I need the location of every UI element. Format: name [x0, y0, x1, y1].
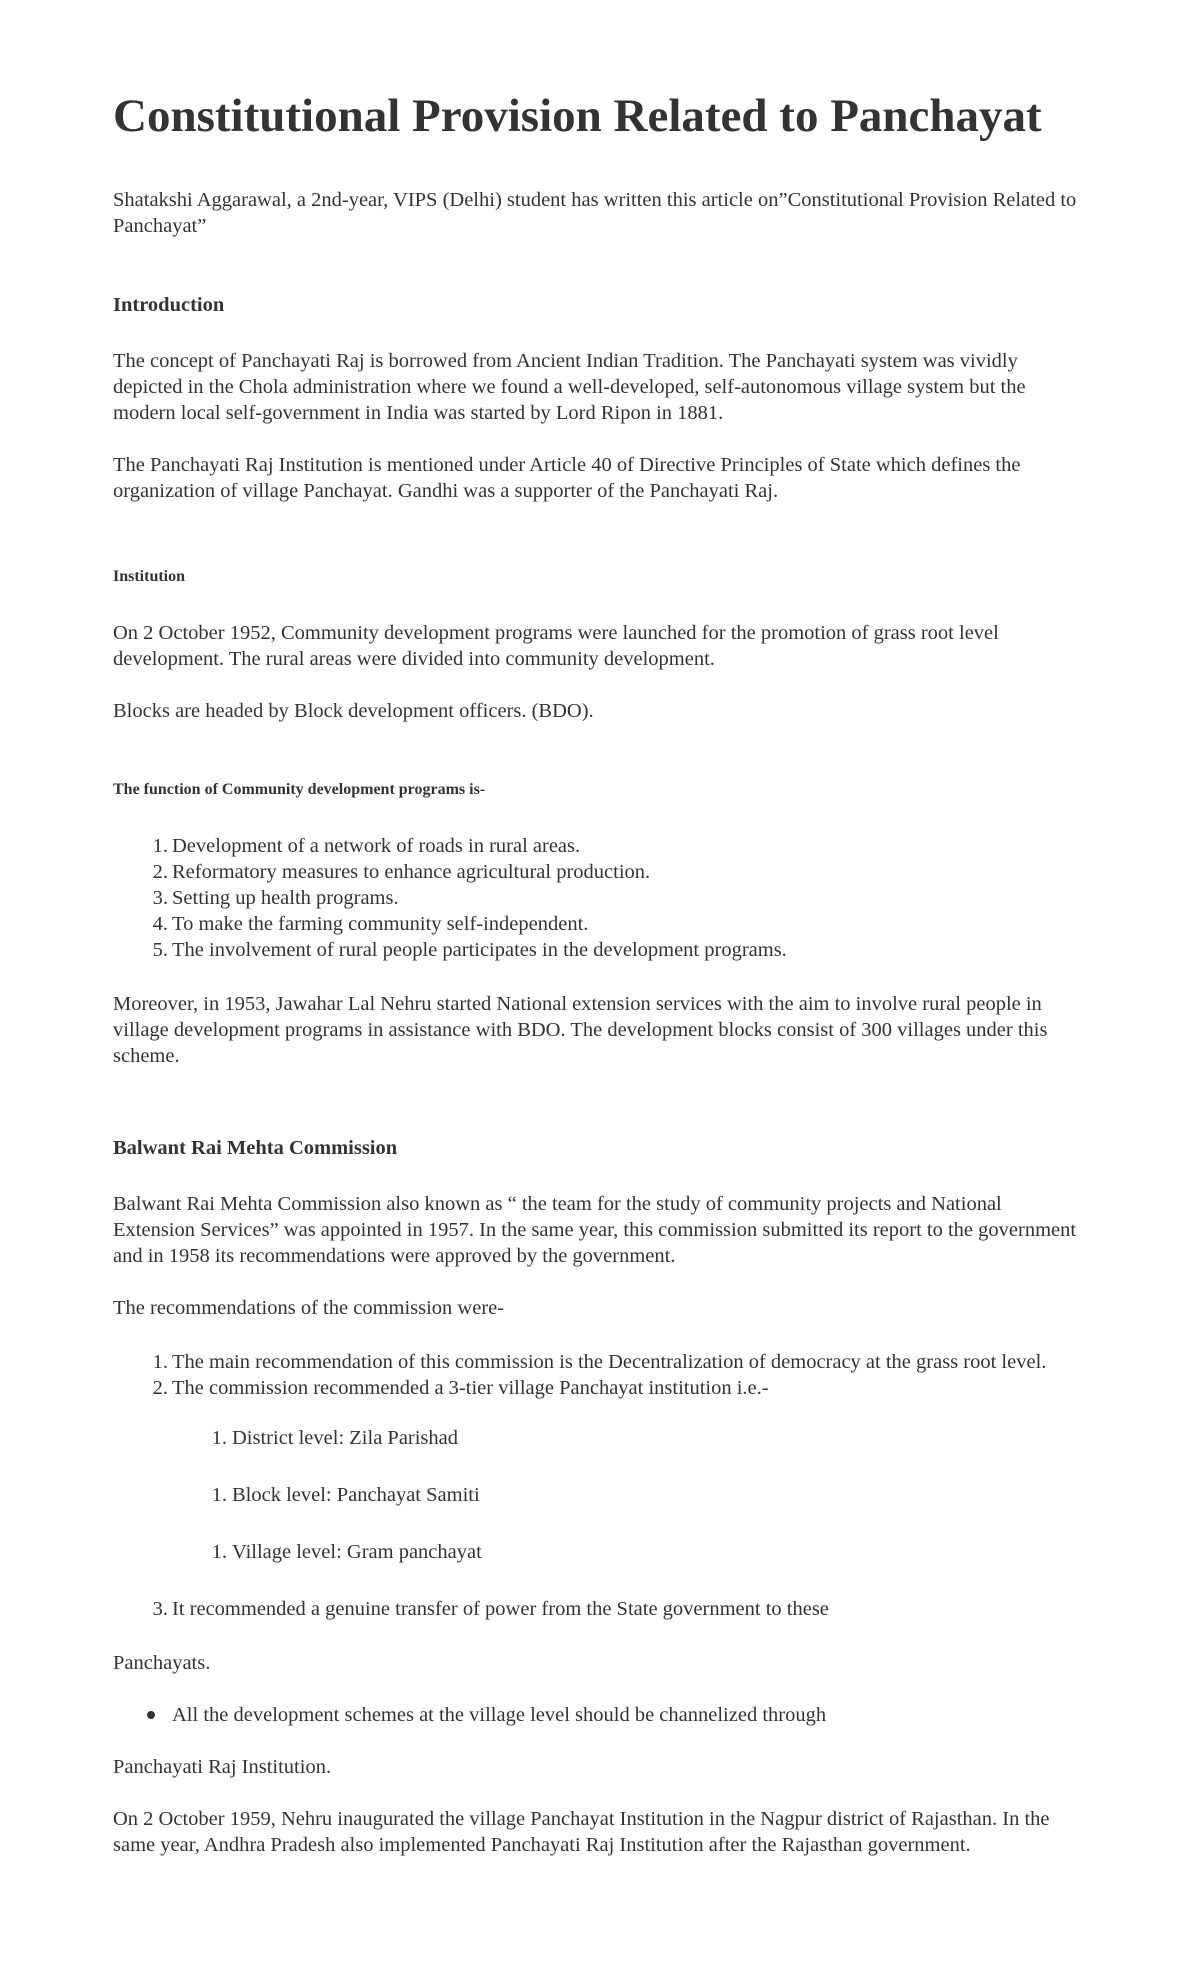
recommendations-intro: The recommendations of the commission were- [113, 1297, 505, 1319]
list-item [113, 1539, 1088, 1565]
list-item-number: 3. [152, 1598, 168, 1620]
panchayats-text: Panchayats. [113, 1652, 211, 1674]
bullet-list [113, 1702, 1088, 1728]
list-item-number: 2. [152, 861, 168, 883]
list-item [113, 1596, 1088, 1622]
list-item-number: 5. [152, 939, 168, 961]
list-item-text: The main recommendation of this commission is the Decentralization of democracy at the grass root level. [172, 1351, 1047, 1373]
bullet-icon [147, 1711, 155, 1719]
list-item-text: The involvement of rural people participates in the development programs. [172, 939, 787, 961]
list-item-number: 1. [152, 1351, 168, 1373]
list-item-number: 1. [211, 1427, 227, 1449]
tier-list [113, 1425, 1088, 1565]
list-item-number: 4. [152, 913, 168, 935]
final-paragraph: On 2 October 1959, Nehru inaugurated the village Panchayat Institution in the Nagpur district of Rajasthan. In the same year, Andhra Pradesh also implemented Panchayati Raj Institution after the Rajasthan government. [113, 1808, 1050, 1856]
list-item-text: Reformatory measures to enhance agricultural production. [172, 861, 651, 883]
list-item-text: Village level: Gram panchayat [232, 1541, 482, 1563]
list-item [113, 1425, 1088, 1451]
introduction-paragraph-2: The Panchayati Raj Institution is mentioned under Article 40 of Directive Principles of State which defines the organization of village Panchayat. Gandhi was a supporter of the Panchayati Raj. [113, 454, 1021, 502]
institution-heading: Institution [113, 568, 186, 585]
list-item-text: Development of a network of roads in rural areas. [172, 835, 581, 857]
list-item [113, 1349, 1088, 1375]
introduction-paragraph-1: The concept of Panchayati Raj is borrowed from Ancient Indian Tradition. The Panchayati system was vividly depicted in the Chola administration where we found a well-developed, self-autonomous village system but the modern local self-government in India was started by Lord Ripon in 1881. [113, 350, 1026, 424]
balwant-commission-heading: Balwant Rai Mehta Commission [113, 1137, 398, 1159]
recommendation-3-list [113, 1596, 1088, 1622]
functions-heading: The function of Community development programs is- [113, 781, 486, 798]
list-item [113, 937, 1088, 963]
list-item-text: Block level: Panchayat Samiti [232, 1484, 480, 1506]
list-item-number: 3. [152, 887, 168, 909]
page-title: Constitutional Provision Related to Panchayat [113, 90, 1042, 142]
list-item [113, 859, 1088, 885]
list-item [113, 885, 1088, 911]
list-item-text: Setting up health programs. [172, 887, 399, 909]
institution-paragraph-1: On 2 October 1952, Community development programs were launched for the promotion of grass root level development. The rural areas were divided into community development. [113, 622, 999, 670]
list-item-text: To make the farming community self-independent. [172, 913, 589, 935]
list-item-text: District level: Zila Parishad [232, 1427, 459, 1449]
institution-paragraph-2: Blocks are headed by Block development officers. (BDO). [113, 700, 594, 722]
list-item [113, 911, 1088, 937]
list-item-number: 2. [152, 1377, 168, 1399]
author-byline: Shatakshi Aggarawal, a 2nd-year, VIPS (Delhi) student has written this article on”Constitutional Provision Related to Panchayat” [113, 189, 1077, 237]
list-item-number: 1. [211, 1484, 227, 1506]
recommendations-list [113, 1349, 1088, 1401]
balwant-paragraph: Balwant Rai Mehta Commission also known as “ the team for the study of community projects and National Extension Services” was appointed in 1957. In the same year, this commission submitted its report to the government and in 1958 its recommendations were approved by the government. [113, 1193, 1077, 1267]
list-item-text: All the development schemes at the village level should be channelized through [172, 1704, 827, 1726]
list-item [113, 833, 1088, 859]
introduction-heading: Introduction [113, 294, 225, 316]
list-item [113, 1375, 1088, 1401]
list-item-text: The commission recommended a 3-tier village Panchayat institution i.e.- [172, 1377, 769, 1399]
list-item-number: 1. [152, 835, 168, 857]
pri-text: Panchayati Raj Institution. [113, 1756, 332, 1778]
list-item-number: 1. [211, 1541, 227, 1563]
functions-list [113, 833, 1088, 963]
list-item [113, 1702, 1088, 1728]
moreover-paragraph: Moreover, in 1953, Jawahar Lal Nehru started National extension services with the aim to involve rural people in village development programs in assistance with BDO. The development blocks consist of 300 villages under this scheme. [113, 993, 1048, 1067]
list-item [113, 1482, 1088, 1508]
list-item-text: It recommended a genuine transfer of power from the State government to these [172, 1598, 829, 1620]
